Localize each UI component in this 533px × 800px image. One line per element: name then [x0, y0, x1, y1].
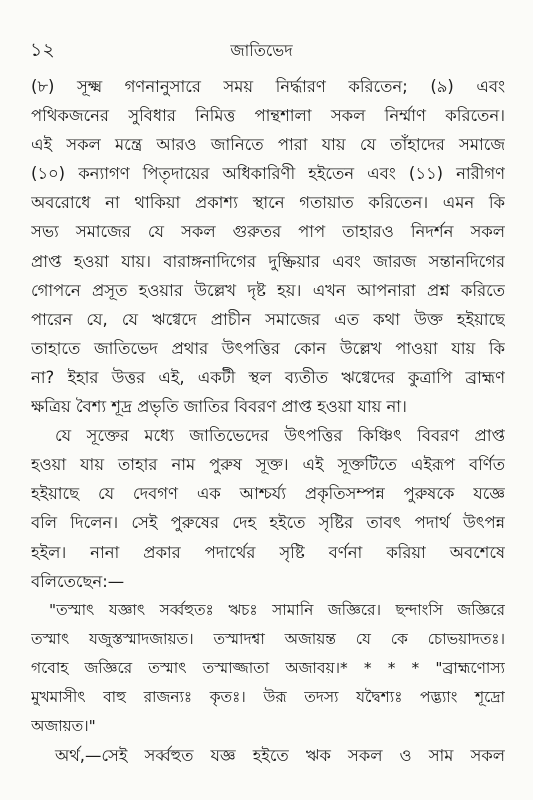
sanskrit-quote	[31, 596, 505, 741]
text-line: বলি দিলেন। সেই পুরুষের দেহ হইতে সৃষ্টির তাবৎ পদার্থ উৎপন্ন	[31, 513, 505, 533]
text-line: (১০) কন্যাগণ পিতৃদায়ের অধিকারিণী হইতেন এবং (১১) নারীগণ	[31, 164, 505, 184]
running-title: জাতিভেদ	[230, 41, 293, 60]
text-line: (৮) সূক্ষ্ম গণনানুসারে সময় নির্দ্ধারণ করিতেন; (৯) এবং	[31, 77, 505, 96]
text-line: না? ইহার উত্তর এই, একটী স্থল ব্যতীত ঋগ্বেদের কুত্রাপি ব্রাহ্মণ	[31, 367, 505, 387]
text-line: গবোহ জজ্ঞিরে তস্মাৎ তস্মাজ্জাতা অজাবয়।* * * * "ব্রাহ্মণোস্য	[31, 658, 505, 677]
text-line: তস্মাৎ যজুস্তস্মাদজায়ত। তস্মাদশ্বা অজায়ন্ত যে কে চোভয়াদতঃ।	[31, 629, 505, 648]
text-line: সভ্য সমাজের যে সকল গুরুতর পাপ তাহারও নিদর্শন সকল	[31, 222, 505, 242]
text-line: ক্ষত্রিয় বৈশ্য শূদ্র প্রভৃতি জাতির বিবরণ প্রাপ্ত হওয়া যায় না।	[31, 397, 407, 417]
text-line: হইয়াছে যে দেবগণ এক আশ্চর্য্য প্রকৃতিসম্পন্ন পুরুষকে যজ্ঞে	[31, 484, 505, 504]
text-line: গোপনে প্রসূত হওয়ার উল্লেখ দৃষ্ট হয়। এখন আপনারা প্রশ্ন করিতে	[31, 280, 505, 300]
paragraph-2	[31, 421, 505, 596]
text-line: "তস্মাৎ যজ্ঞাৎ সর্ব্বহুতঃ ঋচঃ সামানি জজ্ঞিরে। ছন্দাংসি জজ্ঞিরে	[49, 600, 505, 619]
text-line: অজায়ত।"	[31, 717, 96, 736]
page-number: ১২	[30, 39, 55, 61]
page-body	[31, 72, 505, 770]
page-header	[30, 36, 493, 66]
text-line: তাহাতে জাতিভেদ প্রথার উৎপত্তির কোন উল্লেখ পাওয়া যায় কি	[31, 338, 505, 358]
paragraph-1	[31, 72, 505, 421]
text-line: অর্থ,—সেই সর্ব্বহুত যজ্ঞ হইতে ঋক সকল ও সাম সকল	[55, 746, 505, 766]
text-line: এই সকল মন্ত্রে আরও জানিতে পারা যায় যে তাঁহাদের সমাজে	[31, 135, 505, 155]
text-line: বলিতেছেন:—	[31, 571, 125, 591]
text-line: অবরোধে না থাকিয়া প্রকাশ্য স্থানে গতায়াত করিতেন। এমন কি	[31, 193, 505, 213]
text-line: হইল। নানা প্রকার পদার্থের সৃষ্টি বর্ণনা করিয়া অবশেষে	[31, 542, 505, 562]
text-line: প্রাপ্ত হওয়া যায়। বারাঙ্গনাদিগের দুষ্ক্রিয়ার এবং জারজ সন্তানদিগের	[31, 251, 505, 271]
text-line: হওয়া যায় তাহার নাম পুরুষ সূক্ত। এই সূক্তটিতে এইরূপ বর্ণিত	[31, 455, 505, 475]
text-line: মুখমাসীৎ বাহু রাজন্যঃ কৃতঃ। উরূ তদস্য যদ্বৈশ্যঃ পদ্ভ্যাং শূদ্রো	[31, 687, 505, 706]
text-line: পারেন যে, যে ঋগ্বেদে প্রাচীন সমাজের এত কথা উক্ত হইয়াছে	[31, 309, 505, 329]
text-line: পথিকজনের সুবিধার নিমিত্ত পান্থশালা সকল নির্ম্মাণ করিতেন।	[31, 106, 505, 126]
text-line: যে সূক্তের মধ্যে জাতিভেদের উৎপত্তির কিঞ্চিৎ বিবরণ প্রাপ্ত	[55, 426, 505, 446]
paragraph-4	[31, 741, 505, 770]
